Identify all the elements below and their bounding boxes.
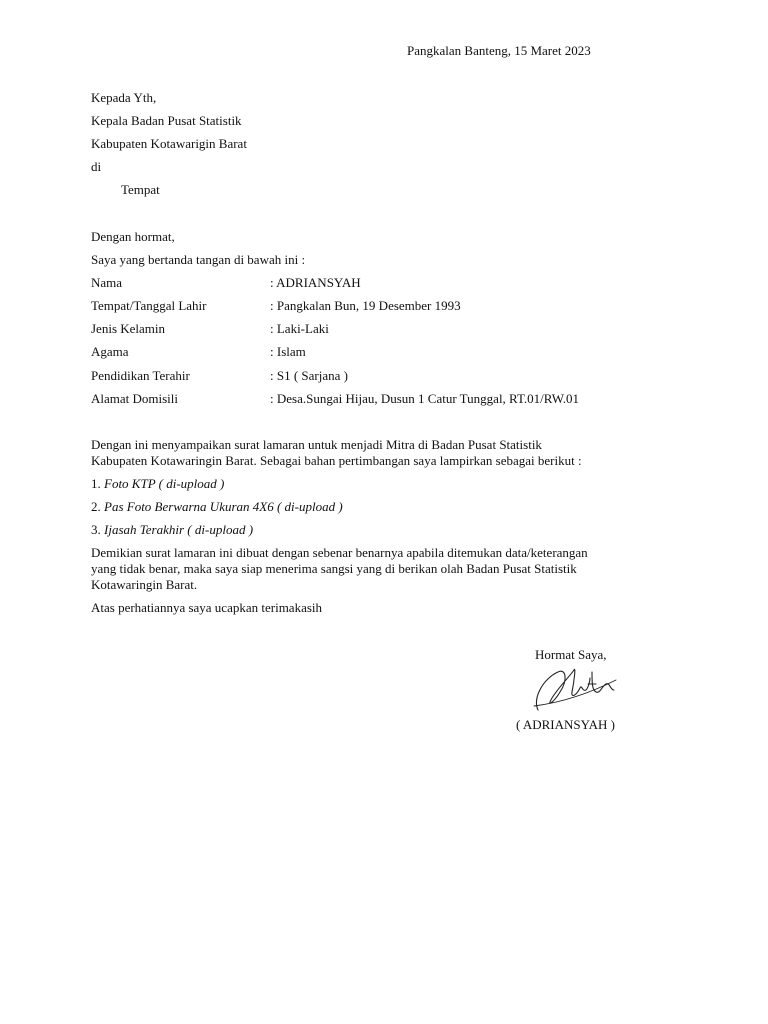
identity-value: : Pangkalan Bun, 19 Desember 1993 — [270, 298, 461, 313]
thanks-line: Atas perhatiannya saya ucapkan terimakasih — [91, 600, 323, 615]
recipient-line-2: Kepala Badan Pusat Statistik — [91, 113, 242, 128]
identity-value: : Islam — [270, 344, 306, 359]
attachment-text: Ijasah Terakhir ( di-upload ) — [104, 522, 254, 537]
attachment-number: 1. — [91, 476, 104, 491]
recipient-line-5: Tempat — [121, 182, 160, 197]
body-paragraph-line-2: Kabupaten Kotawaringin Barat. Sebagai bahan pertimbangan saya lampirkan sebagai berikut : — [91, 453, 582, 468]
identity-value: : Desa.Sungai Hijau, Dusun 1 Catur Tunggal, RT.01/RW.01 — [270, 391, 580, 406]
recipient-line-3: Kabupaten Kotawarigin Barat — [91, 136, 247, 151]
attachment-text: Pas Foto Berwarna Ukuran 4X6 ( di-upload ) — [104, 499, 343, 514]
list-item — [91, 522, 253, 538]
attachment-text: Foto KTP ( di-upload ) — [104, 476, 225, 491]
identity-label: Agama — [91, 344, 129, 359]
recipient-line-4: di — [91, 159, 102, 174]
attachment-number: 3. — [91, 522, 104, 537]
signature-salutation: Hormat Saya, — [535, 647, 607, 662]
body-paragraph-line-1: Dengan ini menyampaikan surat lamaran untuk menjadi Mitra di Badan Pusat Statistik — [91, 437, 542, 452]
identity-value: : ADRIANSYAH — [270, 275, 361, 290]
handwritten-signature — [530, 658, 620, 718]
identity-label: Nama — [91, 275, 123, 290]
identity-label: Jenis Kelamin — [91, 321, 166, 336]
signature-name: ( ADRIANSYAH ) — [516, 717, 615, 732]
identity-value: : Laki-Laki — [270, 321, 329, 336]
attachment-number: 2. — [91, 499, 104, 514]
closing-paragraph-line-2: yang tidak benar, maka saya siap menerima sangsi yang di berikan olah Badan Pusat Statistik — [91, 561, 577, 576]
closing-paragraph-line-3: Kotawaringin Barat. — [91, 577, 198, 592]
closing-paragraph-line-1: Demikian surat lamaran ini dibuat dengan sebenar benarnya apabila ditemukan data/keterangan — [91, 545, 588, 560]
identity-label: Pendidikan Terahir — [91, 368, 190, 383]
list-item — [91, 476, 224, 492]
recipient-line-1: Kepada Yth, — [91, 90, 157, 105]
intro-line: Saya yang bertanda tangan di bawah ini : — [91, 252, 306, 267]
list-item — [91, 499, 343, 515]
identity-label: Tempat/Tanggal Lahir — [91, 298, 207, 313]
greeting: Dengan hormat, — [91, 229, 175, 244]
identity-label: Alamat Domisili — [91, 391, 179, 406]
place-date: Pangkalan Banteng, 15 Maret 2023 — [407, 43, 591, 58]
identity-value: : S1 ( Sarjana ) — [270, 368, 348, 383]
